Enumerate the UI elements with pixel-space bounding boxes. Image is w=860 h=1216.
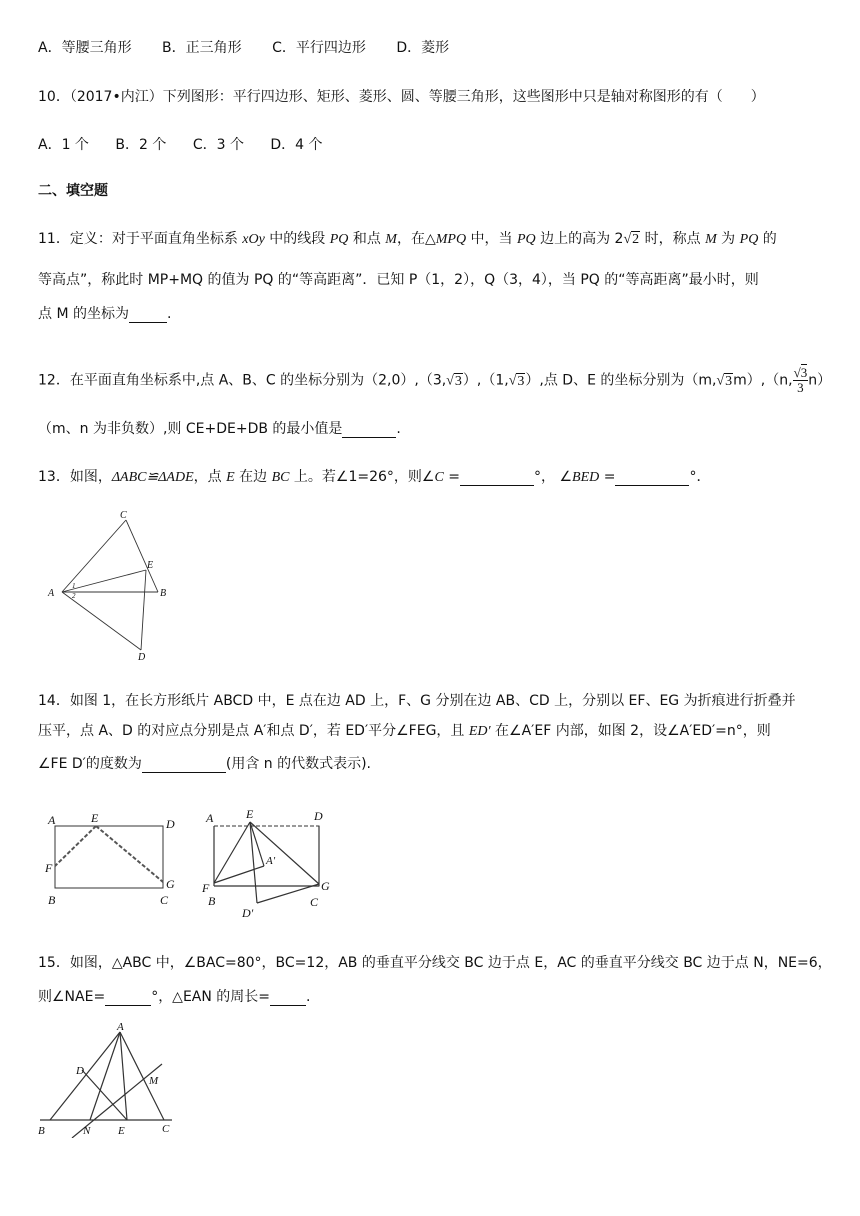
svg-text:F: F — [202, 881, 210, 895]
svg-text:D′: D′ — [242, 906, 254, 920]
section-title: 二、填空题 — [38, 183, 108, 199]
svg-text:D: D — [166, 817, 175, 831]
svg-text:C: C — [162, 1123, 170, 1135]
label-a: A — [48, 588, 55, 599]
q11-line2: 等高点”，称此时 MP+MQ 的值为 PQ 的“等高距离”．已知 P（1，2），Q（3，4），当 PQ 的“等高距离”最小时，则 — [38, 272, 759, 288]
q14-line1: 14．如图 1，在长方形纸片 ABCD 中，E 点在边 AD 上，F、G 分别在边 AB、CD 上，分别以 EF、EG 为折痕进行折叠并 — [38, 693, 796, 709]
svg-text:E: E — [118, 1125, 125, 1137]
q10-options — [38, 134, 345, 154]
svg-text:G: G — [166, 877, 175, 891]
q14-figure-2 — [200, 800, 340, 922]
q11-line3: 点 M 的坐标为 . — [38, 306, 172, 322]
q15-line1: 15．如图，△ABC 中，∠BAC=80°，BC=12，AB 的垂直平分线交 BC 边于点 E，AC 的垂直平分线交 BC 边于点 N，NE=6， — [38, 955, 832, 971]
label-b: B — [160, 588, 167, 599]
svg-text:C: C — [310, 895, 319, 909]
q9-option-b: B．正三角形 — [162, 40, 242, 56]
svg-text:F: F — [45, 861, 53, 875]
q13-figure — [40, 508, 190, 660]
q9-option-d: D．菱形 — [396, 40, 450, 56]
svg-text:A: A — [206, 811, 214, 825]
q9-option-c: C．平行四边形 — [272, 40, 366, 56]
q14-line2: 压平，点 A、D 的对应点分别是点 A′和点 D′，若 ED′平分∠FEG，且 ED′ 在∠A′EF 内部，如图 2，设∠A′ED′=n°，则 — [38, 723, 771, 739]
svg-text:B: B — [48, 893, 56, 907]
svg-text:E: E — [246, 807, 254, 821]
q12-line2: （m、n 为非负数）,则 CE+DE+DB 的最小值是 . — [38, 421, 401, 437]
sqrt-2: √2 — [623, 232, 640, 247]
answer-blank[interactable] — [342, 421, 396, 438]
svg-text:B: B — [38, 1125, 45, 1137]
answer-blank-nae[interactable] — [105, 989, 151, 1006]
q13-stem: 13．如图，ΔABC≌ΔADE，点 E 在边 BC 上。若∠1=26°，则∠C = °， ∠BED = °． — [38, 469, 711, 485]
q10-option-b: B．2 个 — [115, 137, 167, 153]
svg-text:D: D — [314, 809, 323, 823]
svg-text:D: D — [76, 1065, 84, 1077]
q10-option-a: A．1 个 — [38, 137, 89, 153]
answer-blank-c[interactable] — [460, 469, 534, 486]
q9-options — [38, 37, 475, 57]
answer-blank[interactable] — [129, 306, 167, 323]
svg-text:B: B — [208, 894, 216, 908]
q11-line1: 11．定义：对于平面直角坐标系 xOy 中的线段 PQ 和点 M，在△MPQ 中，当 PQ 边上的高为 2√2 时，称点 M 为 PQ 的 — [38, 231, 777, 247]
q15-line2: 则∠NAE= °，△EAN 的周长= . — [38, 989, 311, 1005]
label-e: E — [147, 560, 154, 571]
svg-text:A: A — [117, 1021, 124, 1033]
svg-text:N: N — [83, 1125, 91, 1137]
answer-blank-bed[interactable] — [615, 469, 689, 486]
answer-blank[interactable] — [142, 756, 226, 773]
q14-line3: ∠FE D′的度数为 (用含 n 的代数式表示). — [38, 756, 372, 772]
q10-option-d: D．4 个 — [270, 137, 323, 153]
q10-option-c: C．3 个 — [192, 137, 244, 153]
label-2: 2 — [72, 592, 76, 600]
label-1: 1 — [72, 582, 76, 590]
q12-line1: 12．在平面直角坐标系中,点 A、B、C 的坐标分别为（2,0）,（3,√3）,（1,√3）,点 D、E 的坐标分别为（m,√3m）,（n, $\frac{√3}{3}$ n） — [38, 365, 832, 395]
q10-stem: 10．（2017•内江）下列图形：平行四边形、矩形、菱形、圆、等腰三角形，这些图形中只是轴对称图形的有（ ） — [38, 89, 765, 105]
svg-text:G: G — [321, 879, 330, 893]
label-c: C — [120, 510, 127, 521]
label-d: D — [138, 652, 146, 660]
q15-figure — [32, 1020, 180, 1138]
answer-blank-perimeter[interactable] — [270, 989, 306, 1006]
fraction-sqrt3-over-3: $\frac{√3}{3}$ — [793, 365, 808, 395]
q14-figure-1 — [40, 806, 190, 912]
svg-text:E: E — [91, 811, 99, 825]
svg-text:A′: A′ — [266, 855, 276, 867]
svg-text:M: M — [149, 1075, 159, 1087]
q9-option-a: A．等腰三角形 — [38, 40, 132, 56]
svg-text:A: A — [48, 813, 56, 827]
svg-text:C: C — [160, 893, 169, 907]
